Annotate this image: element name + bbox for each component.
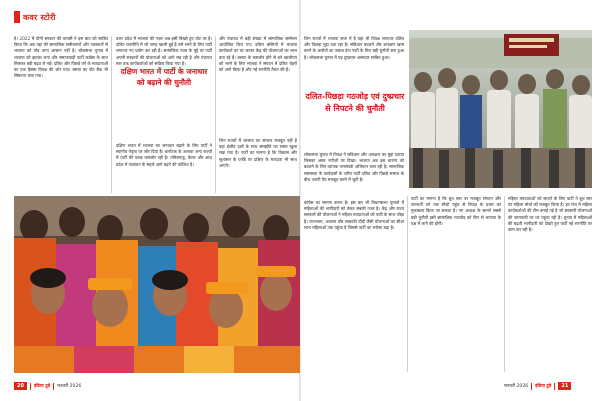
right-column-3: पार्टी का मानना है कि बूथ स्तर पर मजबूत संगठन और लाभार्थी वर्ग तक सीधी पहुंच से विपक्ष के प्रचार का मुकाबला किया जा सकता है। नए अध्यक्ष के सामने सबसे बड़ी चुनौती इसी सामाजिक गठजोड़ को फिर से भाजपा के पक्ष में लाने की होगी। <box>411 196 501 226</box>
right-subheadline-box <box>305 90 405 150</box>
page-number-left: 20 <box>14 382 27 390</box>
article-column-2-top: उत्तर प्रदेश में भाजपा की नज़र अब इसी बिखरे हुए वोट पर है। दलित राजनीति में जो जगह खाली हुई है उसे भरने के लिए पार्टी लगातार नए प्रयोग कर रही है। सामाजिक न्याय के मुद्दे पर पार्टी अपनी सरकारों की योजनाओं को आगे रख रही है और पंचायत स्तर तक कार्यकर्ताओं को सक्रिय किया गया है। <box>116 36 212 66</box>
article-column-1: है। 2022 में योगी सरकार की वापसी ने इस बात को साबित किया कि अब यहां की सामाजिक समीकरणों और गठबंधनों से भाजपा को तोड़ पाना आसान नहीं है। लोकसभा चुनाव में भाजपा को झटका लगा और समाजवादी पार्टी कांग्रेस के साथ मिलकर बड़ी बढ़त ले गई। दलित और पिछड़े वर्ग के मतदाताओं का एक हिस्सा विपक्ष की ओर गया। बसपा का वोट बैंक भी सिमटता चला गया। <box>14 36 108 79</box>
protest-rally-photo <box>409 30 592 188</box>
right-column-1-bottom: लोकसभा चुनाव में विपक्ष ने संविधान और आरक्षण का मुद्दा उठाया जिसका असर नतीजों पर दिखा। भाजपा अब इस धारणा को बदलने के लिए व्यापक जनसंपर्क अभियान चला रही है। सामाजिक समरसता के कार्यक्रमों के जरिए पार्टी दलित और पिछड़े समाज के बीच अपनी पैठ मजबूत करने में जुटी है। <box>304 152 404 182</box>
right-subheadline: दलित-पिछड़ा गठजोड़ एवं दुष्प्रचार से निपटने की चुनौती <box>305 91 405 113</box>
footer-divider <box>53 383 54 390</box>
footer-divider <box>554 383 555 390</box>
page-number-right: 21 <box>558 382 571 390</box>
left-subheadline: दक्षिण भारत में पार्टी के जनाधार को बढ़ाने की चुनौती <box>120 67 208 87</box>
column-divider <box>215 36 216 193</box>
article-column-3-bottom: जिन राज्यों में भाजपा का संगठन मजबूत नहीं है वहां क्षेत्रीय दलों के साथ समझौते का रास्ता खुला रखा गया है। पार्टी का मानना है कि विकास और सुशासन के एजेंडे पर दक्षिण के मतदाता भी साथ आएंगे। <box>219 138 297 168</box>
column-divider <box>504 196 505 372</box>
section-label <box>14 10 56 24</box>
issue-date-right: फरवरी 2026 <box>504 384 529 389</box>
magazine-name-left: इंडिया टुडे <box>33 384 51 389</box>
right-page-footer <box>504 380 571 392</box>
right-column-1-top: जिन राज्यों में भाजपा सत्ता में है वहां भी विपक्ष लगातार दलित और पिछड़ा मुद्दा उठा रहा है। संविधान बदलने और आरक्षण खत्म करने के आरोपों का जवाब देना पार्टी के लिए बड़ी चुनौती बना हुआ है। लोकसभा चुनाव में यह दुष्प्रचार असरदार साबित हुआ। <box>304 36 404 60</box>
right-column-2: कांग्रेस का सामना करना है। इस बार भी विधानसभा चुनावों में महिलाओं की भागीदारी को लेकर सबकी नजर है। केंद्र और राज्य सरकारों की योजनाओं ने महिला मतदाताओं को पार्टी के साथ जोड़ा है। उज्ज्वला, आवास और लखपति दीदी जैसी योजनाओं का सीधा लाभ महिलाओं तक पहुंचा है जिससे पार्टी का भरोसा बढ़ा है। <box>304 200 404 230</box>
left-subheadline-box <box>116 66 212 140</box>
column-divider <box>111 36 112 193</box>
section-label-text: कवर स्टोरी <box>23 12 56 22</box>
magazine-name-right: इंडिया टुडे <box>535 384 552 389</box>
article-column-2-bottom: दक्षिण भारत में भाजपा का जनाधार बढ़ाने के लिए पार्टी ने स्थानीय नेतृत्व पर जोर दिया है। कर्नाटक के अलावा अन्य राज्यों में पार्टी की पकड़ कमजोर रही है। तमिलनाडु, केरल और आंध्र प्रदेश में गठबंधन के सहारे आगे बढ़ने की कोशिश है। <box>116 143 212 167</box>
women-supporters-image <box>14 196 300 373</box>
issue-date-left: फरवरी 2026 <box>57 384 82 389</box>
column-divider <box>407 196 408 372</box>
footer-divider <box>30 383 31 390</box>
left-page-footer <box>14 380 81 392</box>
footer-divider <box>531 383 532 390</box>
women-supporters-photo <box>14 196 300 373</box>
article-column-3-top: और पंचायत में बड़ी संख्या में सामाजिक सम्मेलन आयोजित किए गए। दलित बस्तियों में भाजपा कार्यकर्ता घर घर जाकर केंद्र की योजनाओं का लाभ बता रहे हैं। बसपा के कमजोर होने से बने खालीपन को भरने के लिए भाजपा ने संगठन में दलित चेहरों को आगे किया है और नई रणनीति तैयार की है। <box>219 36 297 73</box>
right-column-4: महिला मतदाताओं को साधने के लिए पार्टी ने बूथ स्तर पर महिला मोर्चा को मजबूत किया है। हर गांव में महिला कार्यकर्ताओं की टीम बनाई गई है जो सरकारी योजनाओं की जानकारी घर घर पहुंचा रही है। चुनाव में महिलाओं की बढ़ती भागीदारी को देखते हुए पार्टी नई रणनीति पर काम कर रही है। <box>508 196 592 233</box>
protest-rally-image <box>409 30 592 188</box>
section-marker-icon <box>14 11 20 23</box>
